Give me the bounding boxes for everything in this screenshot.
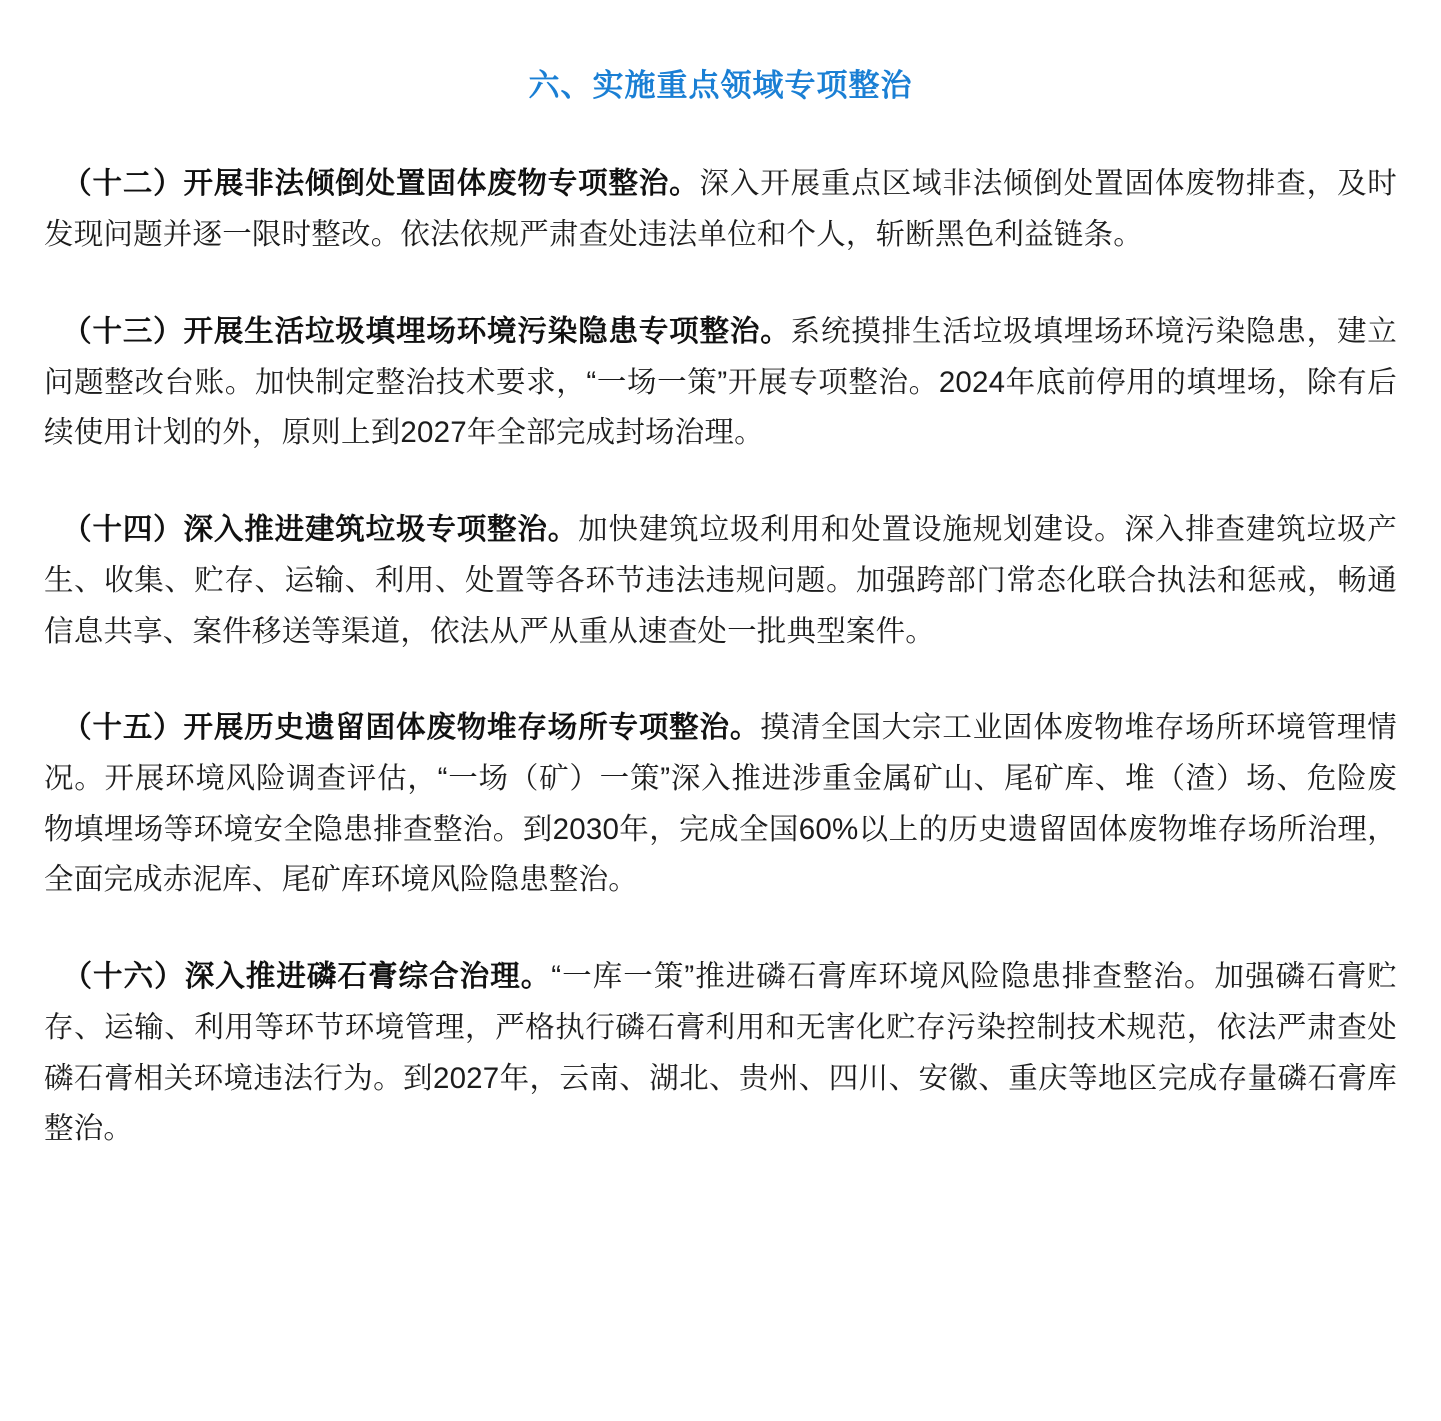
paragraph-15-body: 摸清全国大宗工业固体废物堆存场所环境管理情况。开展环境风险调查评估，“一场（矿）一策”深入推进涉重金属矿山、尾矿库、堆（渣）场、危险废物填埋场等环境安全隐患排查整治。到2030年，完成全国60%以上的历史遗留固体废物堆存场所治理，全面完成赤泥库、尾矿库环境风险隐患整治。	[44, 711, 1397, 897]
paragraph-14-body: 加快建筑垃圾利用和处置设施规划建设。深入排查建筑垃圾产生、收集、贮存、运输、利用、处置等各环节违法违规问题。加强跨部门常态化联合执法和惩戒，畅通信息共享、案件移送等渠道，依法从严从重从速查处一批典型案件。	[44, 513, 1397, 648]
paragraph-15-lead: 开展历史遗留固体废物堆存场所专项整治。	[183, 711, 761, 745]
paragraph-15	[44, 703, 1397, 906]
paragraph-14-marker: （十四）	[62, 513, 184, 547]
paragraph-13-body: 系统摸排生活垃圾填埋场环境污染隐患，建立问题整改台账。加快制定整治技术要求，“一场一策”开展专项整治。2024年底前停用的填埋场，除有后续使用计划的外，原则上到2027年全部完成封场治理。	[44, 314, 1397, 450]
paragraph-12-marker: （十二）	[62, 167, 184, 201]
paragraph-12-body: 深入开展重点区域非法倾倒处置固体废物排查，及时发现问题并逐一限时整改。依法依规严肃查处违法单位和个人，斩断黑色利益链条。	[44, 167, 1397, 252]
paragraph-14	[44, 505, 1397, 657]
paragraph-12	[44, 159, 1397, 260]
paragraph-13-marker: （十三）	[62, 314, 184, 348]
paragraph-16-body: “一库一策”推进磷石膏库环境风险隐患排查整治。加强磷石膏贮存、运输、利用等环节环境管理，严格执行磷石膏利用和无害化贮存污染控制技术规范，依法严肃查处磷石膏相关环境违法行为。到2027年，云南、湖北、贵州、四川、安徽、重庆等地区完成存量磷石膏库整治。	[44, 960, 1398, 1146]
paragraph-16-lead: 深入推进磷石膏综合治理。	[184, 960, 552, 994]
paragraph-16-marker: （十六）	[62, 960, 185, 994]
page-title: 六、实施重点领域专项整治	[528, 68, 913, 103]
paragraph-12-lead: 开展非法倾倒处置固体废物专项整治。	[183, 167, 700, 201]
paragraph-15-marker: （十五）	[62, 711, 184, 745]
paragraph-14-lead: 深入推进建筑垃圾专项整治。	[183, 513, 579, 547]
paragraph-13	[44, 307, 1397, 459]
paragraph-13-lead: 开展生活垃圾填埋场环境污染隐患专项整治。	[183, 314, 791, 348]
paragraph-16	[44, 952, 1397, 1155]
